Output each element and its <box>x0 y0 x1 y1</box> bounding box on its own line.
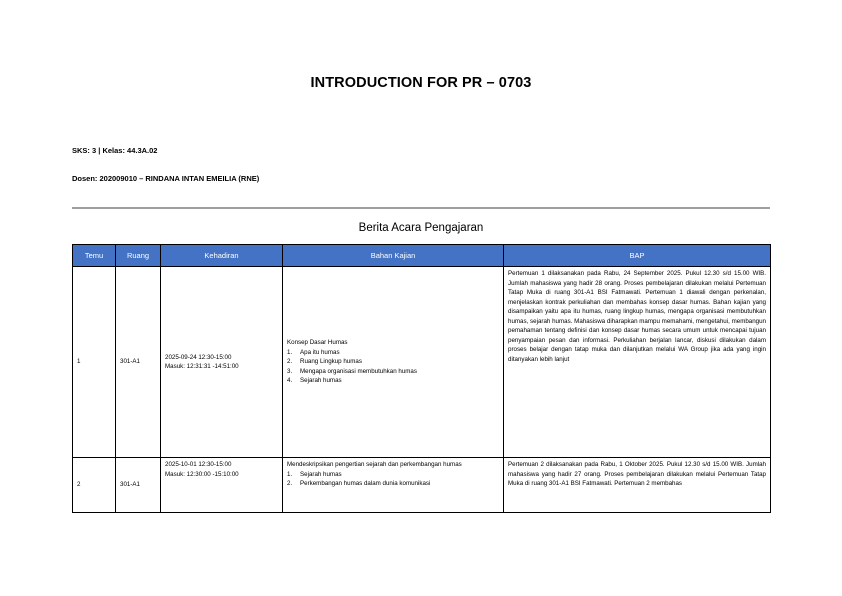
cell-bahan-kajian <box>283 458 504 513</box>
cell-bahan-kajian <box>283 267 504 458</box>
cell-ruang: 301-A1 <box>116 267 161 458</box>
topic-list <box>287 470 499 489</box>
header-kehadiran: Kehadiran <box>161 245 283 267</box>
cell-kehadiran <box>161 458 283 513</box>
table-header-row <box>73 245 771 267</box>
kehadiran-schedule: 2025-09-24 12:30-15:00 <box>165 353 232 361</box>
list-item: 1. Apa itu humas <box>287 348 340 356</box>
cell-temu: 2 <box>73 458 116 513</box>
document-title: INTRODUCTION FOR PR – 0703 <box>310 75 532 91</box>
list-item: 3. Mengapa organisasi membutuhkan humas <box>287 367 417 375</box>
header-ruang: Ruang <box>116 245 161 267</box>
list-item: 2. Perkembangan humas dalam dunia komunikasi <box>287 480 431 487</box>
list-item: 4. Sejarah humas <box>287 377 342 385</box>
kehadiran-checkin: Masuk: 12:30:00 -15:10:00 <box>165 470 239 478</box>
cell-bap: Pertemuan 2 dilaksanakan pada Rabu, 1 Oktober 2025. Pukul 12.30 s/d 15.00 WIB. Jumlah mahasiswa yang hadir 27 orang. Proses pembelajaran dilakukan melalui Pertemuan Tatap Muka di ruang 301-A1 BSI Fatmawati. Pertemuan 2 membahas <box>504 458 771 513</box>
topic-heading: Mendeskripsikan pengertian sejarah dan perkembangan humas <box>287 461 462 468</box>
table-row <box>73 267 771 458</box>
kehadiran-checkin: Masuk: 12:31:31 -14:51:00 <box>165 363 239 370</box>
sks-class-info: SKS: 3 | Kelas: 44.3A.02 <box>72 146 158 155</box>
list-item: 2. Ruang Lingkup humas <box>287 358 362 366</box>
header-bahan-kajian: Bahan Kajian <box>283 245 504 267</box>
table-row <box>73 458 771 513</box>
lecturer-info: Dosen: 202009010 – RINDANA INTAN EMEILIA (RNE) <box>72 174 260 183</box>
section-title: Berita Acara Pengajaran <box>358 222 484 234</box>
kehadiran-schedule: 2025-10-01 12:30-15:00 <box>165 461 232 468</box>
list-item: 1. Sejarah humas <box>287 470 342 478</box>
topic-list <box>287 348 499 386</box>
cell-kehadiran <box>161 267 283 458</box>
header-temu: Temu <box>73 245 116 267</box>
topic-heading: Konsep Dasar Humas <box>287 339 348 347</box>
horizontal-divider <box>72 207 770 209</box>
cell-bap: Pertemuan 1 dilaksanakan pada Rabu, 24 September 2025. Pukul 12.30 s/d 15.00 WIB. Jumlah mahasiswa yang hadir 28 orang. Proses pembelajaran dilakukan melalui Pertemuan Tatap Muka di ruang 301-A1 BSI Fatmawati. Pertemuan 1 diawali dengan perkenalan, menjelaskan kontrak perkuliahan dan membahas konsep dasar humas. Bahan kajian yang disampaikan yaitu apa itu humas, ruang lingkup humas, mengapa organisasi membutuhkan humas, sejarah humas. Mahasiswa diharapkan mampu memahami, mengetahui, membangun pemahaman tentang definisi dan konsep dasar humas secara umum untuk mencapai tujuan penyampaian pesan dan informasi. Perkuliahan berjalan lancar, diskusi dilakukan dalam proses belajar dengan tatap muka dan dilanjutkan melalui WA Group jika ada yang ingin ditanyakan lebih lanjut <box>504 267 771 458</box>
header-bap: BAP <box>504 245 771 267</box>
cell-temu: 1 <box>73 267 116 458</box>
cell-ruang: 301-A1 <box>116 458 161 513</box>
teaching-record-table <box>72 244 771 513</box>
